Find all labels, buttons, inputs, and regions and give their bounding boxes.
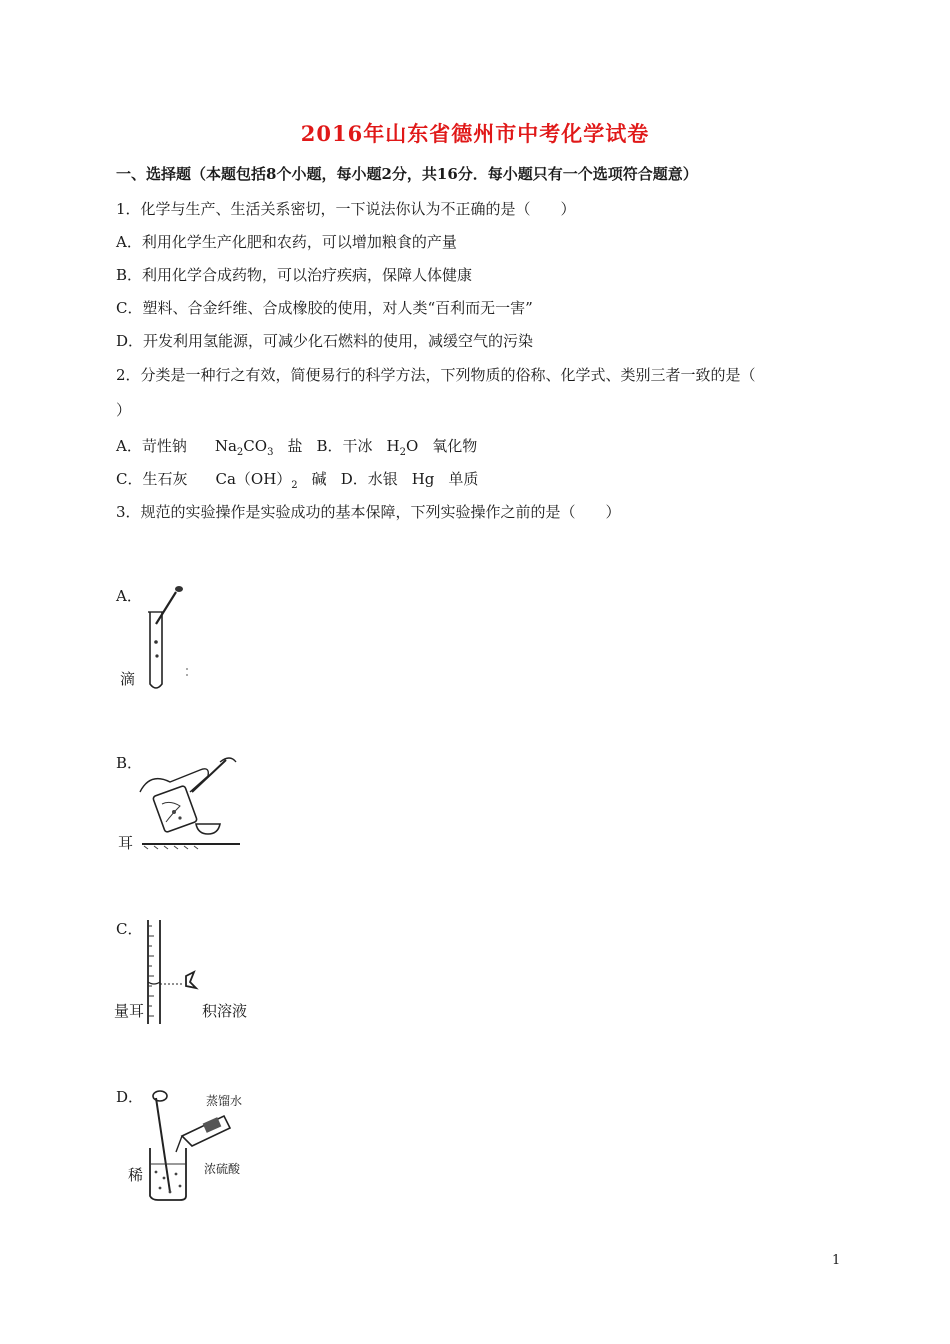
q2-a-name: A．苛性钠	[116, 437, 187, 455]
q3-d-caption: 稀	[128, 1166, 144, 1184]
q1-option-a: A．利用化学生产化肥和农药，可以增加粮食的产量	[116, 233, 457, 251]
q2-c-formula: $Ca(OH)_2$	[215, 470, 298, 491]
q3-d-tag-top: 蒸馏水	[206, 1094, 243, 1108]
q3-c-caption-right: 积溶液	[202, 1002, 248, 1020]
q3-b-label: B．	[116, 754, 143, 772]
q3-a-label: A．	[116, 587, 142, 605]
q2-d-formula: Hg	[411, 470, 435, 488]
page-number: 1	[832, 1253, 841, 1268]
pouring-figure	[130, 752, 242, 850]
q2-a-formula: $Na_2CO_3$	[214, 437, 274, 458]
q2-c-name: C．生石灰	[116, 470, 188, 488]
q3-d-label: D．	[116, 1088, 144, 1106]
q3-a-caption: 滴	[120, 670, 136, 688]
q3-d-tag-bottom: 浓硫酸	[204, 1162, 241, 1176]
page-title: 2016年山东省德州市中考化学试卷	[300, 121, 650, 146]
q2-b-class: 氧化物	[432, 437, 478, 455]
q3-b-figure	[130, 752, 242, 850]
q3-c-caption-left: 量耳	[114, 1002, 145, 1020]
q2-a-class: 盐	[287, 437, 303, 455]
section-heading: 一、选择题（本题包括8个小题，每小题2分，共16分．每小题只有一个选项符合题意）	[116, 165, 698, 183]
q1-stem: 1．化学与生产、生活关系密切，一下说法你认为不正确的是（ ）	[116, 200, 576, 218]
q2-options-ab	[116, 435, 477, 458]
q3-c-label: C．	[116, 920, 143, 938]
q2-stem: 2．分类是一种行之有效，简便易行的科学方法，下列物质的俗称、化学式、类别三者一致的是（	[116, 366, 756, 384]
q3-b-caption: 耳	[118, 834, 134, 852]
q2-c-class: 碱	[311, 470, 327, 488]
q2-b-formula: $H_2O$	[386, 437, 419, 458]
q1-option-c: C．塑料、合金纤维、合成橡胶的使用，对人类“百利而无一害”	[116, 299, 533, 317]
q2-d-name: D．水银	[340, 470, 398, 488]
q3-stem: 3．规范的实验操作是实验成功的基本保障，下列实验操作之前的是（ ）	[116, 503, 621, 521]
q3-c-figure	[140, 916, 200, 1028]
q2-options-cd	[116, 468, 478, 491]
graduated-cylinder-figure	[140, 916, 200, 1028]
q2-stem-end: ）	[116, 401, 132, 419]
q1-option-d: D．开发利用氢能源，可减少化石燃料的使用，减缓空气的污染	[116, 332, 534, 350]
q2-d-class: 单质	[448, 470, 479, 488]
q1-option-b: B．利用化学合成药物，可以治疗疾病，保障人体健康	[116, 266, 473, 284]
q2-b-name: B．干冰	[316, 437, 373, 455]
